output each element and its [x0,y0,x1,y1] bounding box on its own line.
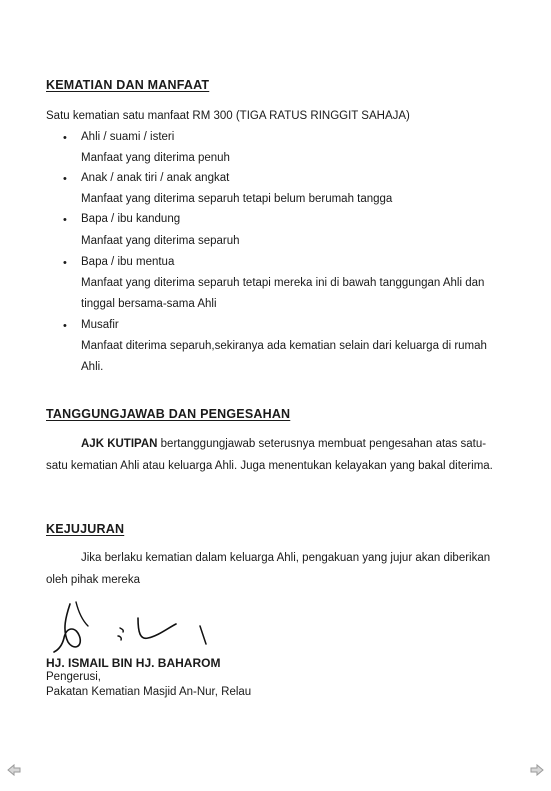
responsibility-text: bertanggungjawab seterusnya membuat pengesahan atas satu- [157,438,487,450]
benefit-item-detail: Manfaat yang diterima separuh [81,235,240,247]
section-heading-tanggungjawab: TANGGUNGJAWAB DAN PENGESAHAN [46,407,291,421]
handwritten-signature [52,596,217,656]
benefit-intro: Satu kematian satu manfaat RM 300 (TIGA RATUS RINGGIT SAHAJA) [46,110,410,122]
benefit-item-title: Bapa / ibu kandung [81,213,181,225]
signatory-name: HJ. ISMAIL BIN HJ. BAHAROM [46,656,221,670]
section-heading-kejujuran: KEJUJURAN [46,522,125,536]
bullet-icon: • [63,257,67,269]
benefit-item-title: Ahli / suami / isteri [81,131,175,143]
benefit-item-title: Bapa / ibu mentua [81,256,175,268]
next-page-arrow-icon[interactable] [529,762,545,778]
bullet-icon: • [63,132,67,144]
benefit-item-title: Musafir [81,319,119,331]
bullet-icon: • [63,173,67,185]
bullet-icon: • [63,320,67,332]
signatory-role: Pengerusi, [46,671,101,683]
previous-page-arrow-icon[interactable] [6,762,22,778]
benefit-item-detail: Manfaat yang diterima separuh tetapi belum berumah tangga [81,193,393,205]
responsibility-line-2: satu kematian Ahli atau keluarga Ahli. Juga menentukan kelayakan yang bakal diterima. [46,460,493,472]
honesty-line-2: oleh pihak mereka [46,574,140,586]
benefit-item-detail: tinggal bersama-sama Ahli [81,298,217,310]
signatory-organization: Pakatan Kematian Masjid An-Nur, Relau [46,686,252,698]
benefit-item-detail: Manfaat diterima separuh,sekiranya ada kematian selain dari keluarga di rumah [81,340,487,352]
responsibility-line-1 [81,438,486,450]
benefit-item-title: Anak / anak tiri / anak angkat [81,172,230,184]
benefit-item-detail: Manfaat yang diterima penuh [81,152,230,164]
committee-name: AJK KUTIPAN [81,438,158,450]
honesty-line-1: Jika berlaku kematian dalam keluarga Ahli, pengakuan yang jujur akan diberikan [81,552,491,564]
section-heading-kematian-manfaat: KEMATIAN DAN MANFAAT [46,78,210,92]
benefit-item-detail: Ahli. [81,361,104,373]
benefit-item-detail: Manfaat yang diterima separuh tetapi mereka ini di bawah tanggungan Ahli dan [81,277,485,289]
bullet-icon: • [63,214,67,226]
